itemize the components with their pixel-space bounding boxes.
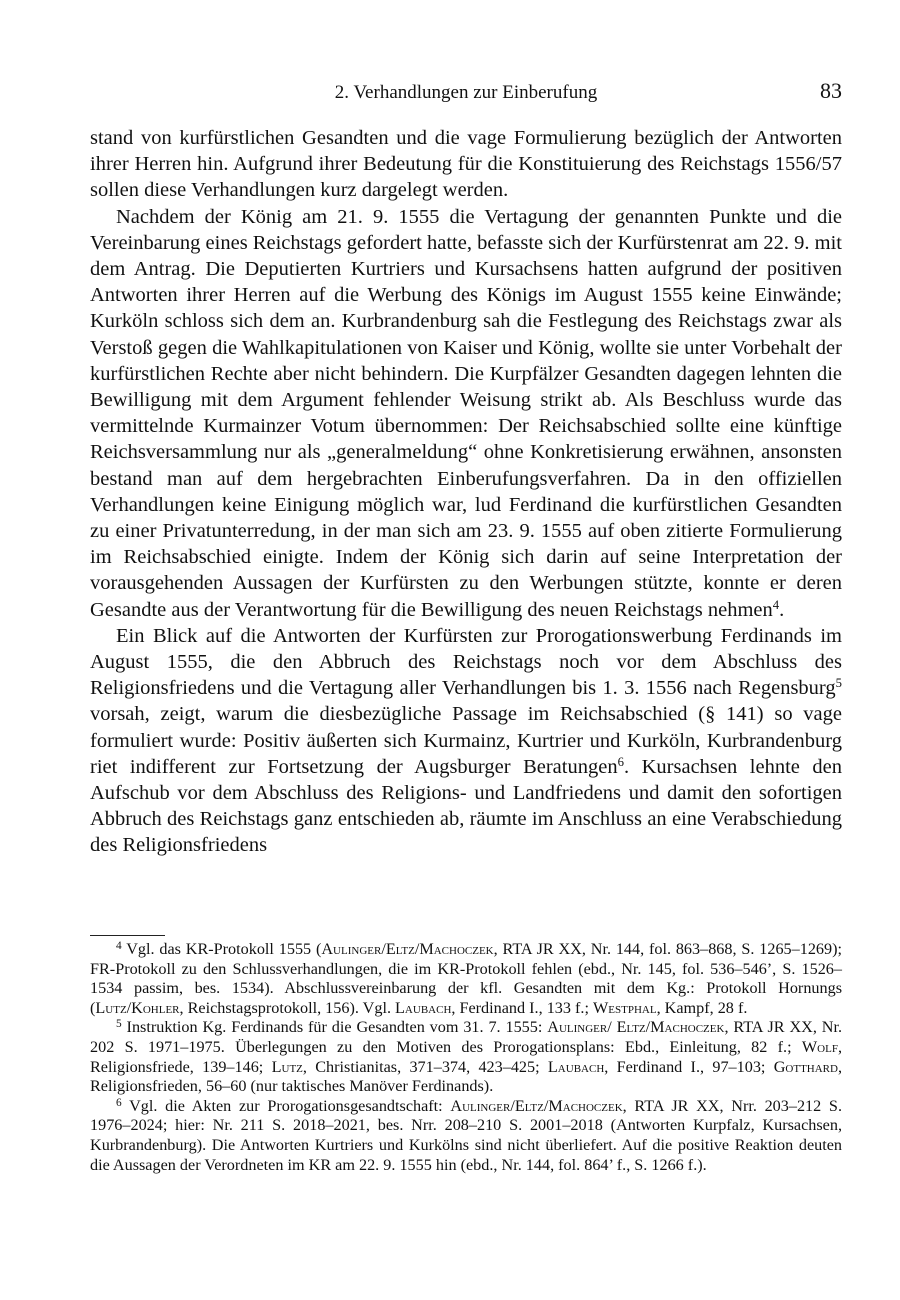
paragraph-2-text: Nachdem der König am 21. 9. 1555 die Vertagung der genannten Punkte und die Vereinbarung eines Reichstags gefordert hatte, befasste sich der Kurfürstenrat am 22. 9. mit dem Antrag. Die Deputierten Kurtriers und Kursachsens hatten aufgrund der positiven Antworten ihrer Herren auf die Werbung des Königs im August 1555 keine Einwände; Kurköln schloss sich dem an. Kurbrandenburg sah die Festlegung des Reichstags zwar als Verstoß gegen die Wahlkapitulationen von Kaiser und König, wollte sie unter Vorbehalt der kurfürstlichen Rechte aber nicht behindern. Die Kurpfälzer Gesandten dagegen lehnten die Bewilligung mit dem Argument fehlender Weisung strikt ab. Als Beschluss wurde das vermittelnde Kurmainzer Votum übernommen: Der Reichsabschied sollte eine künftige Reichsversammlung nur als „generalmeldung“ ohne Konkretisierung erwähnen, ansonsten bestand man auf dem hergebrachten Einberufungsverfahren. Da in den offiziellen Verhandlungen keine Einigung möglich war, lud Ferdinand die kurfürstlichen Gesandten zu einer Privatunterredung, in der man sich am 23. 9. 1555 auf oben zitierte Formulierung im Reichsabschied einigte. Indem der König sich darin auf seine Interpretation der vorausgehenden Aussagen der Kurfürsten zu den Werbungen stützte, konnte er deren Gesandte aus der Verantwortung für die Bewilligung des neuen Reichstags nehmen — [90, 205, 842, 621]
page-number: 83 — [820, 78, 842, 103]
paragraph-1 — [90, 125, 842, 204]
footnote-5-text: , Christianitas, 371–374, 423–425; — [302, 1057, 548, 1076]
author-name: Gotthard — [773, 1057, 838, 1076]
footnote-5 — [90, 1018, 842, 1096]
footnote-5-text: Instruktion Kg. Ferdinands für die Gesandten vom 31. 7. 1555: — [121, 1018, 548, 1037]
footnote-4-text: , Ferdinand I., 133 f.; — [451, 998, 594, 1017]
footnotes — [90, 940, 842, 1175]
author-name: Lutz — [271, 1057, 303, 1076]
paragraph-2-end: . — [779, 598, 785, 621]
author-name: Aulinger/Eltz/Machoczek — [450, 1096, 623, 1115]
footnote-5-text: , Religionsfriede, 139–146; — [90, 1037, 842, 1076]
footnote-ref-5: 5 — [835, 676, 842, 691]
footnote-4-text: , Reichstagsprotokoll, 156). Vgl. — [179, 998, 396, 1017]
author-name: Laubach — [395, 998, 452, 1017]
footnote-ref-6: 6 — [617, 754, 624, 769]
footnote-5-text: , Ferdinand I., 97–103; — [604, 1057, 774, 1076]
author-name: Laubach — [547, 1057, 605, 1076]
footnote-ref-4: 4 — [772, 597, 780, 612]
footnote-5-text: , RTA JR XX, Nr. 202 S. 1971–1975. Überlegungen zu den Motiven des Prorogationsplans: Ebd., Einleitung, 82 f.; — [90, 1018, 843, 1056]
paragraph-3-text-c: . Kursachsen lehnte den Aufschub vor dem Abschluss des Religions- und Landfriedens und damit den sofortigen Abbruch des Reichstags ganz entschieden ab, räumte im Anschluss an eine Verabschiedung des Religionsfriedens — [90, 755, 842, 857]
footnote-6-text: , RTA JR XX, Nrr. 203–212 S. 1976–2024; hier: Nr. 211 S. 2018–2021, bes. Nrr. 208–210 S. 2001–2018 (Antworten Kurpfalz, Kursachsen, Kurbrandenburg). Die Antworten Kurtriers und Kurkölns sind nicht überliefert. Auf die positive Reaktion deuten die Aussagen der Verordneten im KR am 22. 9. 1555 hin (ebd., Nr. 144, fol. 864’ f., S. 1266 f.). — [90, 1096, 842, 1174]
paragraph-3-text-b: vorsah, zeigt, warum die diesbezügliche Passage im Reichsabschied (§ 141) so vage formuliert wurde: Positiv äußerten sich Kurmainz, Kurtrier und Kurköln, Kurbrandenburg riet indifferent zur Fortsetzung der Augsburger Beratungen — [90, 703, 842, 778]
paragraph-2 — [90, 204, 842, 623]
footnote-4 — [90, 940, 842, 1018]
body-text — [90, 125, 842, 859]
author-name: Wolf — [801, 1037, 838, 1056]
footnote-6 — [90, 1097, 842, 1175]
author-name: Aulinger/ Eltz/Machoczek — [547, 1018, 725, 1037]
paragraph-1-text: stand von kurfürstlichen Gesandten und die vage Formulierung bezüglich der Antworten ihrer Herren hin. Aufgrund ihrer Bedeutung für die Konstituierung des Reichstags 1556/57 sollen diese Verhandlungen kurz dargelegt werden. — [90, 127, 842, 202]
footnote-4-text: , Kampf, 28 f. — [656, 998, 748, 1017]
footnote-divider — [90, 935, 165, 936]
paragraph-3 — [90, 623, 842, 859]
author-name: Westphal — [593, 998, 657, 1017]
footnote-6-text: Vgl. die Akten zur Prorogationsgesandtschaft: — [121, 1096, 451, 1115]
footnote-4-number: 4 — [116, 939, 122, 952]
page-header — [90, 78, 842, 108]
author-name: Lutz/Kohler — [95, 998, 180, 1017]
footnote-5-text: , Religionsfrieden, 56–60 (nur taktisches Manöver Ferdinands). — [90, 1057, 843, 1096]
footnote-4-text: , RTA JR XX, Nr. 144, fol. 863–868, S. 1265–1269); FR-Protokoll zu den Schlussverhandlungen, die im KR-Protokoll fehlen (ebd., Nr. 145, fol. 536–546’, S. 1526–1534 passim, bes. 1534). Abschlussvereinbarung der kfl. Gesandten mit dem Kg.: Protokoll Hornungs ( — [90, 940, 842, 1017]
running-head: 2. Verhandlungen zur Einberufung — [334, 82, 598, 103]
author-name: Aulinger/Eltz/Machoczek — [321, 940, 494, 958]
footnote-6-number: 6 — [116, 1096, 122, 1109]
footnote-5-number: 5 — [116, 1018, 122, 1031]
paragraph-3-text-a: Ein Blick auf die Antworten der Kurfürsten zur Prorogationswerbung Ferdinands im August 1555, die den Abbruch des Reichstags noch vor dem Abschluss des Religionsfriedens und die Vertagung aller Verhandlungen bis 1. 3. 1556 nach Regensburg — [90, 624, 842, 700]
footnote-4-text: Vgl. das KR-Protokoll 1555 ( — [121, 940, 322, 958]
